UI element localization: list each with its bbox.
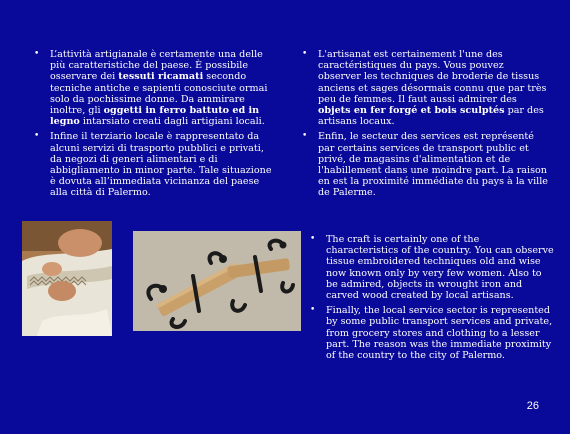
bullet-icon: • [310, 305, 316, 316]
italian-item1-pre: L’attività artigianale è certamente una delle più caratteristiche del paese. È possibile osservare dei [50, 49, 263, 83]
bullet-icon: • [302, 131, 308, 142]
page-number: 26 [526, 400, 539, 412]
french-bullet-list [296, 49, 548, 199]
french-text-column [296, 49, 548, 203]
french-item2-text: Enfin, le secteur des services est représenté par certains services de transport public et privé, de magasins d'alimentation et de l'habillement dans une moindre part. La raison en est la proximité immédiate du pays à la ville de Palerme. [318, 131, 548, 199]
bullet-icon: • [34, 49, 40, 59]
english-item1-text: The craft is certainly one of the characteristics of the country. You can observe tissue embroidered techniques old and wise now known only by very few women. Also to be admired, objects in wrought iron and carved wood created by local artisans. [326, 234, 554, 302]
bullet-icon: • [310, 234, 316, 244]
french-item1-post: par des artisans locaux. [318, 105, 544, 128]
list-item [304, 305, 554, 361]
italian-bullet-list [28, 49, 276, 199]
embroidery-photo [22, 221, 112, 336]
english-bullet-list [304, 234, 554, 361]
list-item [28, 131, 276, 198]
list-item [296, 131, 548, 198]
wrought-iron-photo-image [133, 231, 301, 331]
italian-item1-bold1: tessuti ricamati [118, 71, 204, 83]
italian-item1-mid: secondo tecniche antiche e sapienti conosciute ormai solo da pochissime donne. Da ammirare inoltre, gli [50, 71, 268, 117]
english-text-column [304, 234, 554, 365]
italian-item1-post: intarsiato creati dagli artigiani locali. [79, 116, 265, 128]
embroidery-photo-image [22, 221, 112, 336]
french-item1-pre: L'artisanat est certainement l'une des caractéristiques du pays. Vous pouvez observer les techniques de broderie de tissus anciens et sages désormais connu que par très peu de femmes. Il faut aussi admirer des [318, 49, 547, 105]
wrought-iron-photo [133, 231, 301, 331]
french-item1-bold: objets en fer forgé et bois sculptés [318, 105, 505, 117]
english-item2-text: Finally, the local service sector is represented by some public transport services and private, from grocery stores and clothing to a lesser part. The reason was the immediate proximity of the country to the city of Palermo. [326, 305, 553, 362]
list-item [296, 49, 548, 127]
bullet-icon: • [34, 131, 40, 142]
bullet-icon: • [302, 49, 308, 59]
italian-text-column [28, 49, 276, 203]
list-item [28, 49, 276, 127]
italian-item2-text: Infine il terziario locale è rappresentato da alcuni servizi di trasporto pubblici e privati, da negozi di generi alimentari e di abbigliamento in minor parte. Tale situazione è dovuta all’immediata vicinanza del paese alla città di Palermo. [50, 131, 272, 199]
list-item [304, 234, 554, 301]
italian-item1-bold2: oggetti in ferro battuto ed in legno [50, 105, 260, 128]
